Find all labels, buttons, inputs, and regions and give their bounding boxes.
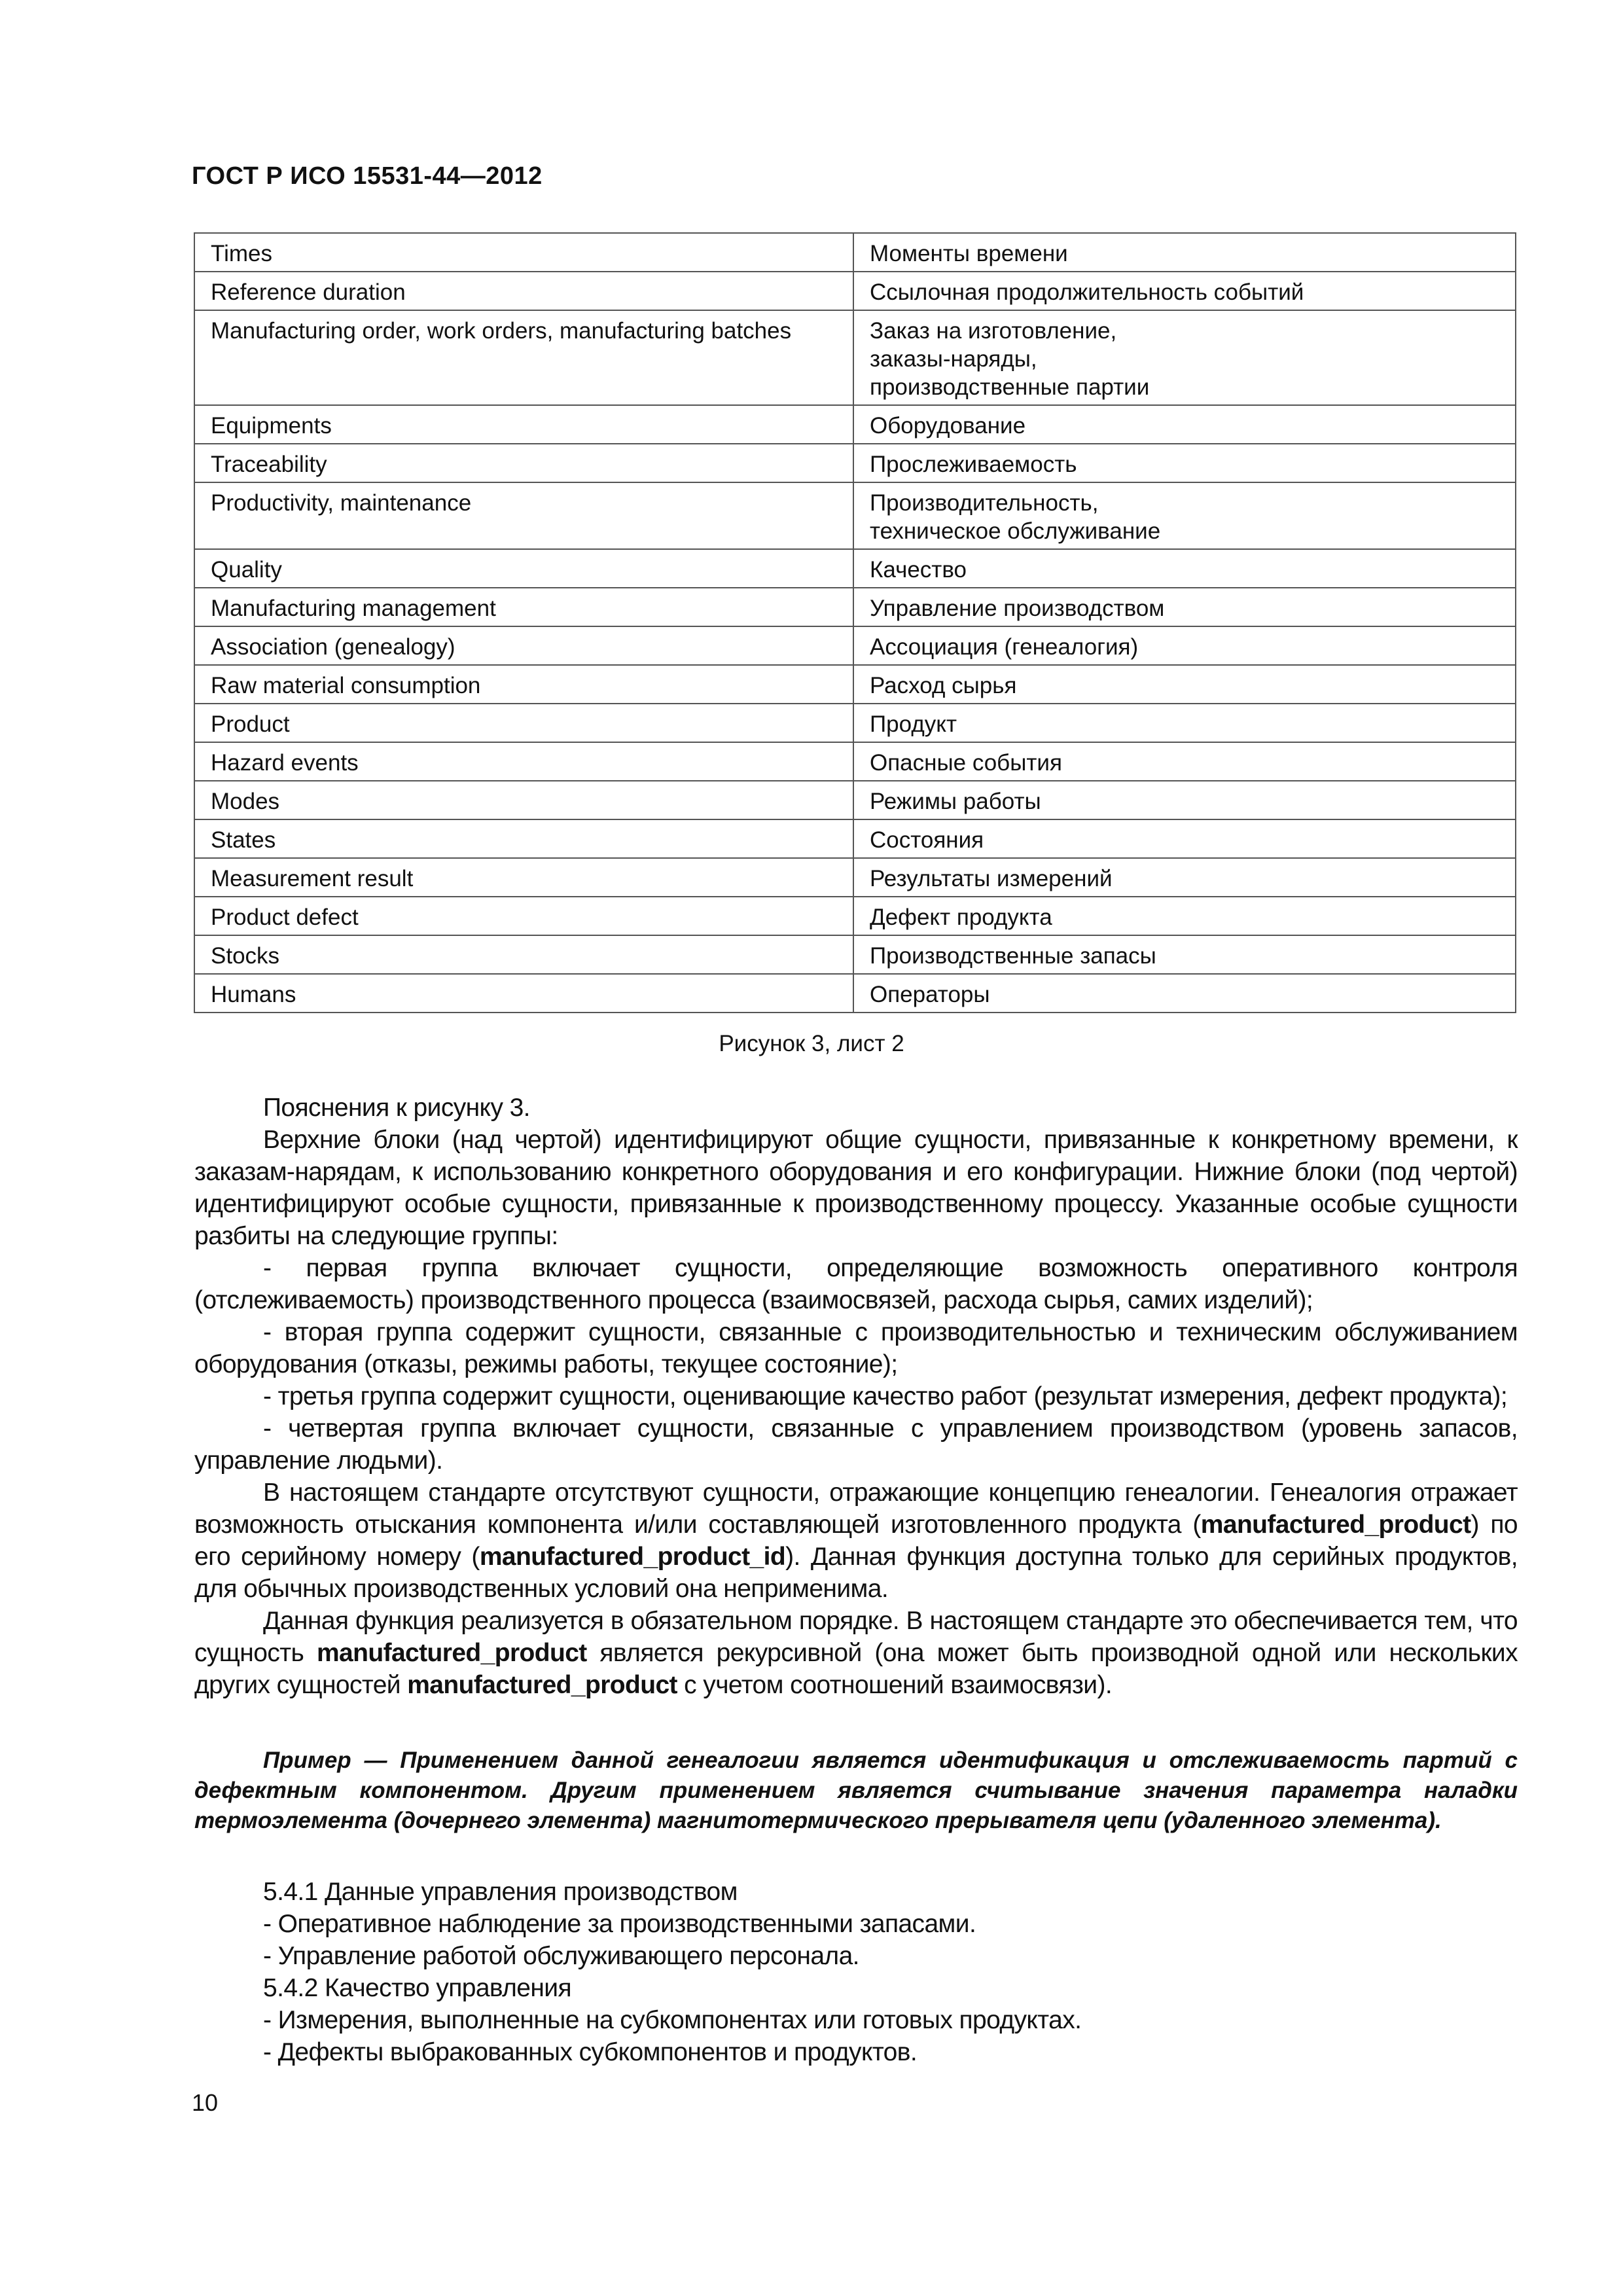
term-ru: Оборудование — [853, 405, 1516, 444]
paragraph: Пояснения к рисунку 3. — [263, 1094, 530, 1122]
term-ru: Расход сырья — [853, 665, 1516, 704]
term-en: Hazard events — [194, 742, 853, 781]
term-en: Stocks — [194, 935, 853, 974]
term-en: Productivity, maintenance — [194, 482, 853, 549]
table-row — [194, 665, 1516, 704]
table-row — [194, 233, 1516, 272]
document-title: ГОСТ Р ИСО 15531-44—2012 — [192, 162, 543, 190]
term-ru: Управление производством — [853, 588, 1516, 626]
section-heading: 5.4.1 Данные управления производством — [263, 1878, 738, 1906]
table-row — [194, 588, 1516, 626]
term-ru: Заказ на изготовление, заказы-наряды, производственные партии — [853, 310, 1516, 405]
list-item: - третья группа содержит сущности, оценивающие качество работ (результат измерения, дефект продукта); — [263, 1382, 1508, 1410]
list-item: - Управление работой обслуживающего персонала. — [263, 1942, 859, 1970]
term-en: Humans — [194, 974, 853, 1013]
term-ru: Опасные события — [853, 742, 1516, 781]
table-row — [194, 781, 1516, 819]
term-ru: Состояния — [853, 819, 1516, 858]
table-row — [194, 626, 1516, 665]
sections — [263, 1876, 1507, 2068]
table-row — [194, 444, 1516, 482]
list-item: - четвертая группа включает сущности, связанные с управлением производством (уровень запасов, управление людьми). — [194, 1414, 1518, 1475]
section-heading: 5.4.2 Качество управления — [263, 1974, 572, 2002]
paragraph — [194, 1605, 1518, 1701]
term-ru: Дефект продукта — [853, 897, 1516, 935]
table-row — [194, 310, 1516, 405]
table-row — [194, 272, 1516, 310]
list-item: - Дефекты выбракованных субкомпонентов и продуктов. — [263, 2038, 918, 2066]
terms-table — [194, 232, 1516, 1013]
term-en: States — [194, 819, 853, 858]
text-run: Данная функция реализуется в обязательном порядке. В настоящем стандарте это обеспечивается тем, что сущность — [194, 1607, 1518, 1667]
example-note: Пример — Применением данной генеалогии является идентификация и отслеживаемость партий с дефектным компонентом. Другим применением является считывание значения параметра наладки термоэлемента (дочернего элемента) магнитотермического прерывателя цепи (удаленного элемента). — [194, 1748, 1518, 1833]
term-en: Times — [194, 233, 853, 272]
table-row — [194, 482, 1516, 549]
list-item: - Оперативное наблюдение за производственными запасами. — [263, 1910, 976, 1938]
table-row — [194, 704, 1516, 742]
term-en: Modes — [194, 781, 853, 819]
term-ru: Результаты измерений — [853, 858, 1516, 897]
paragraph: Верхние блоки (над чертой) идентифицируют общие сущности, привязанные к конкретному времени, к заказам-нарядам, к использованию конкретного оборудования и его конфигурации. Нижние блоки (под чертой) идентифицируют особые сущности, привязанные к производственному процессу. Указанные особые сущности разбиты на следующие группы: — [194, 1126, 1518, 1250]
table-row — [194, 974, 1516, 1013]
text-run: ) по его серийному номеру ( — [194, 1511, 1518, 1571]
list-item: - Измерения, выполненные на субкомпонентах или готовых продуктах. — [263, 2006, 1082, 2034]
table-row — [194, 549, 1516, 588]
table-row — [194, 405, 1516, 444]
term-ru: Качество — [853, 549, 1516, 588]
term-en: Reference duration — [194, 272, 853, 310]
table-row — [194, 935, 1516, 974]
term-ru: Операторы — [853, 974, 1516, 1013]
list-item: - первая группа включает сущности, определяющие возможность оперативного контроля (отслеживаемость) производственного процесса (взаимосвязей, расхода сырья, самих изделий); — [194, 1254, 1518, 1314]
page-number: 10 — [192, 2089, 219, 2116]
term-en: Manufacturing order, work orders, manufacturing batches — [194, 310, 853, 405]
term-en: Traceability — [194, 444, 853, 482]
text-run: ). Данная функция доступна только для серийных продуктов, для обычных производственных условий она неприменима. — [194, 1543, 1518, 1603]
figure-caption: Рисунок 3, лист 2 — [719, 1031, 904, 1056]
term-ru: Продукт — [853, 704, 1516, 742]
term-en: Product defect — [194, 897, 853, 935]
term-ru: Режимы работы — [853, 781, 1516, 819]
entity-name: manufactured_product — [407, 1671, 677, 1699]
table-row — [194, 819, 1516, 858]
table-row — [194, 858, 1516, 897]
entity-name: manufactured_product_id — [479, 1543, 786, 1571]
term-en: Product — [194, 704, 853, 742]
term-en: Manufacturing management — [194, 588, 853, 626]
term-en: Raw material consumption — [194, 665, 853, 704]
term-ru: Производительность, техническое обслуживание — [853, 482, 1516, 549]
term-en: Measurement result — [194, 858, 853, 897]
term-ru: Производственные запасы — [853, 935, 1516, 974]
text-run: В настоящем стандарте отсутствуют сущности, отражающие концепцию генеалогии. Генеалогия отражает возможность отыскания компонента и/или составляющей изготовленного продукта ( — [194, 1479, 1518, 1539]
table-row — [194, 742, 1516, 781]
term-en: Equipments — [194, 405, 853, 444]
text-run: является рекурсивной (она может быть производной одной или нескольких других сущностей — [194, 1639, 1518, 1699]
body-text — [194, 1092, 1518, 1701]
term-ru: Ссылочная продолжительность событий — [853, 272, 1516, 310]
text-run: с учетом соотношений взаимосвязи). — [677, 1671, 1113, 1699]
list-item: - вторая группа содержит сущности, связанные с производительностью и техническим обслуживанием оборудования (отказы, режимы работы, текущее состояние); — [194, 1318, 1518, 1378]
entity-name: manufactured_product — [1200, 1511, 1471, 1539]
paragraph — [194, 1477, 1518, 1605]
term-ru: Ассоциация (генеалогия) — [853, 626, 1516, 665]
term-ru: Прослеживаемость — [853, 444, 1516, 482]
table-row — [194, 897, 1516, 935]
term-en: Quality — [194, 549, 853, 588]
term-en: Association (genealogy) — [194, 626, 853, 665]
term-ru: Моменты времени — [853, 233, 1516, 272]
entity-name: manufactured_product — [316, 1639, 587, 1667]
